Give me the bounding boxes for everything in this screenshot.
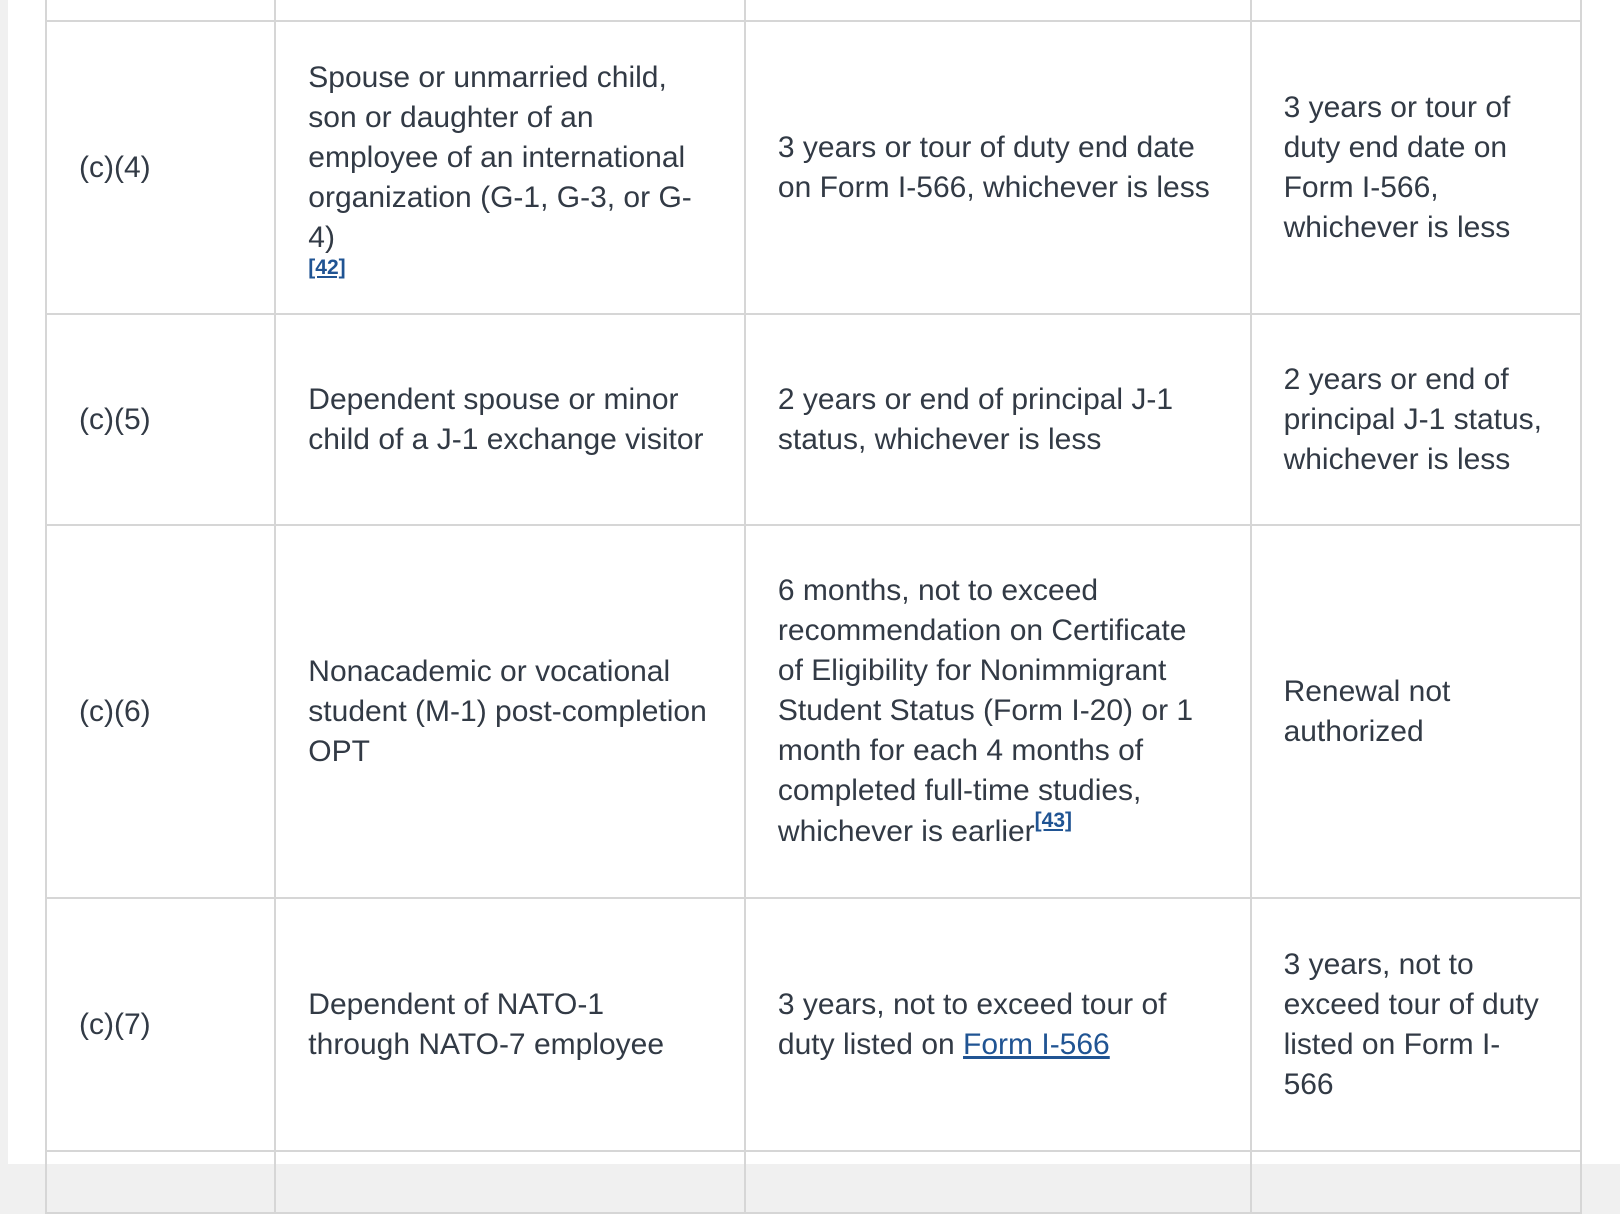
table-row <box>46 21 1581 314</box>
renewal-validity-cell <box>1251 525 1581 898</box>
initial-validity-text: 3 years or tour of duty end date on Form I-566, whichever is less <box>777 130 1210 204</box>
page-content <box>8 0 1620 1164</box>
category-code: (c)(5) <box>79 402 151 436</box>
renewal-validity-text: 3 years or tour of duty end date on Form I-566, whichever is less <box>1283 90 1511 244</box>
renewal-validity-cell <box>1251 21 1581 314</box>
renewal-validity-cell <box>1251 898 1581 1151</box>
category-code-cell <box>46 21 275 314</box>
category-code: (c)(6) <box>79 694 151 728</box>
description-cell <box>275 525 745 898</box>
description-cell <box>275 898 745 1151</box>
description-text: Dependent spouse or minor child of a J-1 exchange visitor <box>308 382 704 456</box>
footnote-link[interactable]: [43] <box>1034 809 1073 832</box>
category-code: (c)(7) <box>79 1007 151 1041</box>
initial-validity-text: 6 months, not to exceed recommendation on Certificate of Eligibility for Nonimmigrant Student Status (Form I-20) or 1 month for each 4 months of completed full-time studies, whichever is earlier <box>777 574 1194 848</box>
initial-validity-text: 3 years, not to exceed tour of duty listed on <box>777 987 1167 1061</box>
category-code-cell <box>46 898 275 1151</box>
initial-validity-cell <box>745 314 1251 525</box>
table-row <box>46 525 1581 898</box>
eligibility-table <box>45 0 1582 1214</box>
category-code-cell <box>46 525 275 898</box>
renewal-validity-text: Renewal not authorized <box>1283 674 1451 748</box>
initial-validity-text: 2 years or end of principal J-1 status, whichever is less <box>777 382 1174 456</box>
form-i-566-link[interactable]: Form I-566 <box>963 1027 1110 1061</box>
initial-validity-cell <box>745 21 1251 314</box>
table-row <box>46 1151 1581 1213</box>
description-text: Spouse or unmarried child, son or daughter of an employee of an international organization (G-1, G-3, or G-4) <box>308 60 692 254</box>
description-text: Dependent of NATO-1 through NATO-7 employee <box>308 987 665 1061</box>
initial-validity-cell <box>745 525 1251 898</box>
description-cell <box>275 314 745 525</box>
initial-validity-cell <box>745 898 1251 1151</box>
description-text: Nonacademic or vocational student (M-1) post-completion OPT <box>308 654 707 768</box>
renewal-validity-cell <box>1251 314 1581 525</box>
category-code: (c)(4) <box>79 150 151 184</box>
description-cell <box>275 21 745 314</box>
category-code-cell <box>46 314 275 525</box>
renewal-validity-text: 3 years, not to exceed tour of duty listed on Form I-566 <box>1283 947 1539 1101</box>
table-row <box>46 314 1581 525</box>
table-row <box>46 898 1581 1151</box>
renewal-validity-text: 2 years or end of principal J-1 status, whichever is less <box>1283 362 1543 476</box>
table-row <box>46 0 1581 21</box>
footnote-link[interactable]: [42] <box>308 255 346 279</box>
